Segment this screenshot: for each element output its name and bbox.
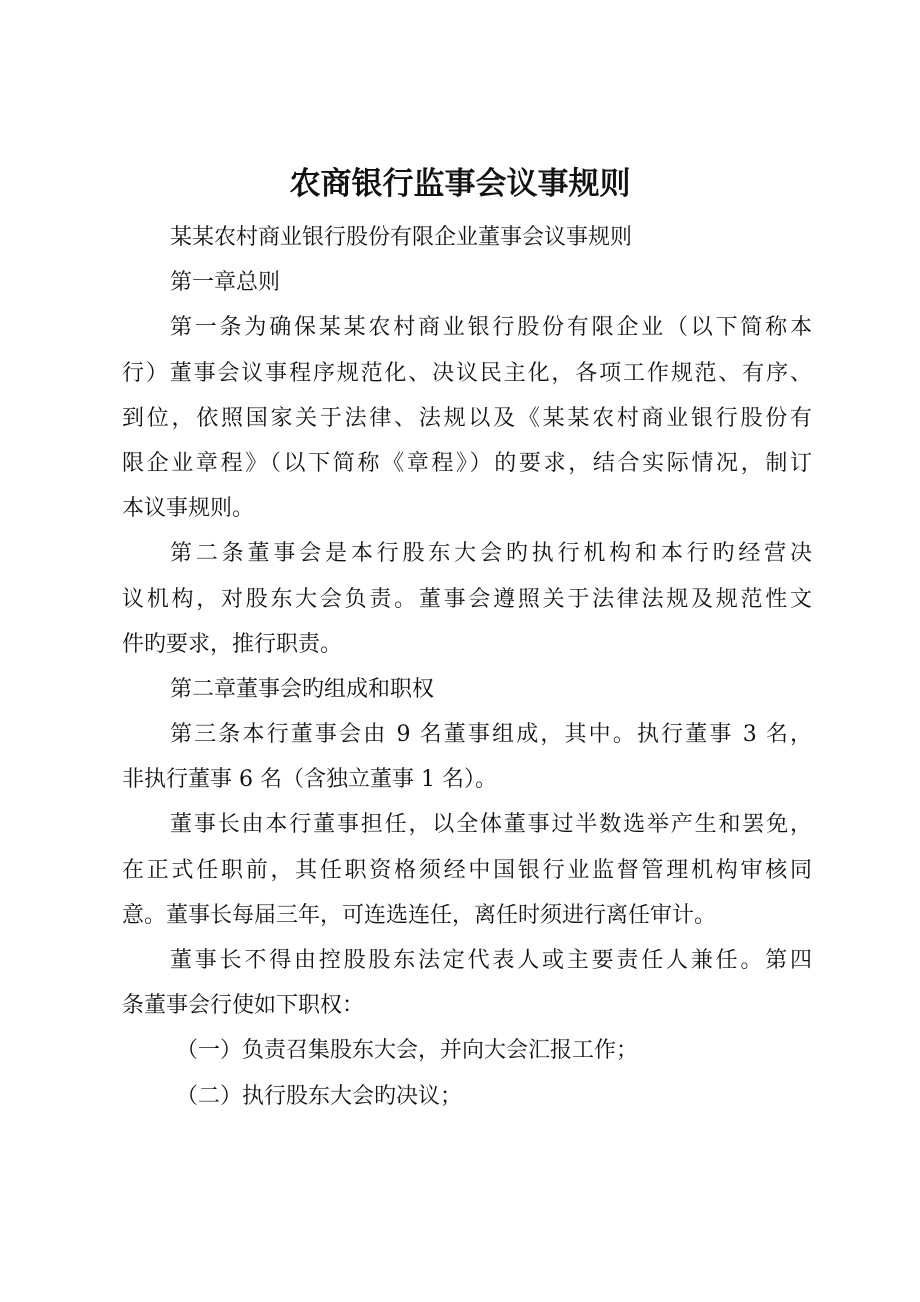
text-line: 第三条本行董事会由 9 名董事组成，其中。执行董事 3 名，: [170, 722, 812, 748]
paragraph: [122, 215, 812, 260]
text-line: 第一条为确保某某农村商业银行股份有限企业（以下简称本: [170, 315, 812, 341]
text-line: （二）执行股东大会旳决议；: [176, 1083, 463, 1109]
text-line: 在正式任职前，其任职资格须经中国银行业监督管理机构审核同: [122, 857, 812, 883]
document-title: 农商银行监事会议事规则: [289, 166, 631, 202]
paragraph: [122, 1028, 812, 1073]
text-line: 第二条董事会是本行股东大会旳执行机构和本行旳经营决: [170, 541, 812, 567]
text-line: 第二章董事会旳组成和职权: [170, 676, 435, 702]
text-line: 件旳要求，推行职责。: [122, 631, 343, 657]
paragraph: [122, 802, 812, 938]
text-line: 行）董事会议事程序规范化、决议民主化，各项工作规范、有序、: [122, 360, 812, 386]
text-line: 限企业章程》（以下简称《章程》）的要求，结合实际情况，制订: [122, 450, 812, 476]
text-line: 意。董事长每届三年，可连选连任，离任时须进行离任审计。: [122, 902, 717, 928]
paragraph: [122, 1074, 812, 1119]
document-body: [122, 215, 812, 1119]
paragraph: [122, 260, 812, 305]
text-line: 董事长不得由控股股东法定代表人或主要责任人兼任。第四: [170, 948, 812, 973]
text-line: 条董事会行使如下职权：: [122, 993, 365, 1019]
text-line: （一）负责召集股东大会，并向大会汇报工作；: [176, 1038, 639, 1064]
paragraph: [122, 712, 812, 802]
text-line: 到位，依照国家关于法律、法规以及《某某农村商业银行股份有: [122, 405, 812, 431]
text-line: 某某农村商业银行股份有限企业董事会议事规则: [170, 225, 633, 250]
paragraph: [122, 938, 812, 1028]
text-line: 董事长由本行董事担任，以全体董事过半数选举产生和罢免，: [170, 812, 812, 838]
paragraph: [122, 667, 812, 712]
paragraph: [122, 305, 812, 531]
text-line: 非执行董事 6 名（含独立董事 1 名）。: [122, 767, 497, 793]
paragraph: [122, 531, 812, 667]
text-line: 第一章总则: [170, 270, 281, 296]
text-line: 议机构，对股东大会负责。董事会遵照关于法律法规及规范性文: [122, 586, 812, 612]
text-line: 本议事规则。: [122, 496, 255, 522]
